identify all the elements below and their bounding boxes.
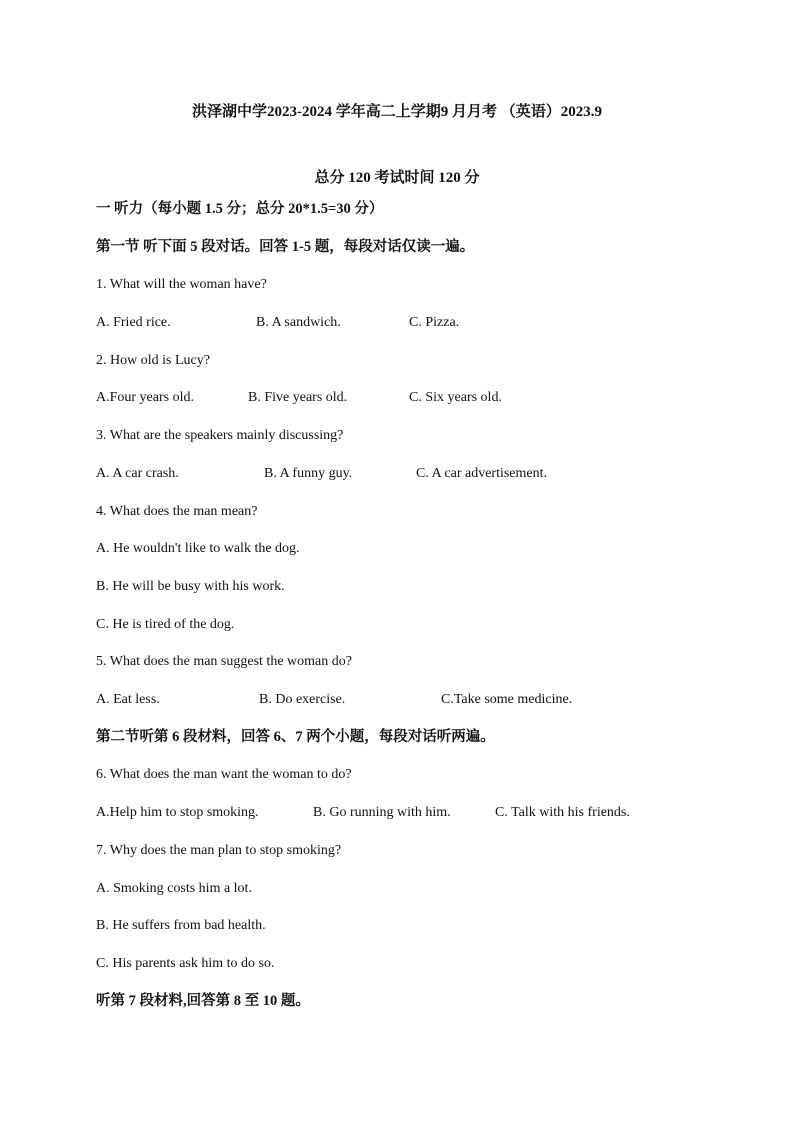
question-1-option-a: A. Fried rice. (96, 315, 171, 330)
question-5-option-b: B. Do exercise. (259, 692, 346, 707)
question-4: 4. What does the man mean? (96, 504, 258, 519)
question-7-option-b: B. He suffers from bad health. (96, 918, 266, 933)
question-7-option-c: C. His parents ask him to do so. (96, 956, 275, 971)
exam-subtitle: 总分 120 考试时间 120 分 (314, 170, 480, 186)
question-4-option-b: B. He will be busy with his work. (96, 579, 285, 594)
question-6: 6. What does the man want the woman to do? (96, 767, 352, 782)
question-1-option-c: C. Pizza. (409, 315, 460, 330)
exam-title: 洪泽湖中学2023-2024 学年高二上学期9 月月考 （英语）2023.9 (192, 104, 602, 120)
question-6-option-b: B. Go running with him. (313, 805, 451, 820)
question-3: 3. What are the speakers mainly discussing? (96, 428, 344, 443)
section2-heading: 第二节听第 6 段材料，回答 6、7 两个小题，每段对话听两遍。 (96, 729, 495, 745)
question-4-option-a: A. He wouldn't like to walk the dog. (96, 541, 300, 556)
section1-heading: 第一节 听下面 5 段对话。回答 1-5 题，每段对话仅读一遍。 (96, 239, 475, 255)
question-2-option-c: C. Six years old. (409, 390, 502, 405)
question-5: 5. What does the man suggest the woman do? (96, 654, 352, 669)
question-5-option-a: A. Eat less. (96, 692, 160, 707)
question-2: 2. How old is Lucy? (96, 353, 210, 368)
question-5-option-c: C.Take some medicine. (441, 692, 573, 707)
question-2-option-a: A.Four years old. (96, 390, 194, 405)
question-7-option-a: A. Smoking costs him a lot. (96, 881, 252, 896)
question-7: 7. Why does the man plan to stop smoking? (96, 843, 342, 858)
question-4-option-c: C. He is tired of the dog. (96, 617, 235, 632)
section3-heading: 听第 7 段材料,回答第 8 至 10 题。 (96, 993, 310, 1009)
question-1-option-b: B. A sandwich. (256, 315, 341, 330)
question-2-option-b: B. Five years old. (248, 390, 348, 405)
question-3-option-c: C. A car advertisement. (416, 466, 548, 481)
part1-heading: 一 听力（每小题 1.5 分；总分 20*1.5=30 分） (96, 201, 384, 217)
question-3-option-b: B. A funny guy. (264, 466, 353, 481)
question-6-option-c: C. Talk with his friends. (495, 805, 630, 820)
question-1: 1. What will the woman have? (96, 277, 267, 292)
question-3-option-a: A. A car crash. (96, 466, 179, 481)
question-6-option-a: A.Help him to stop smoking. (96, 805, 259, 820)
